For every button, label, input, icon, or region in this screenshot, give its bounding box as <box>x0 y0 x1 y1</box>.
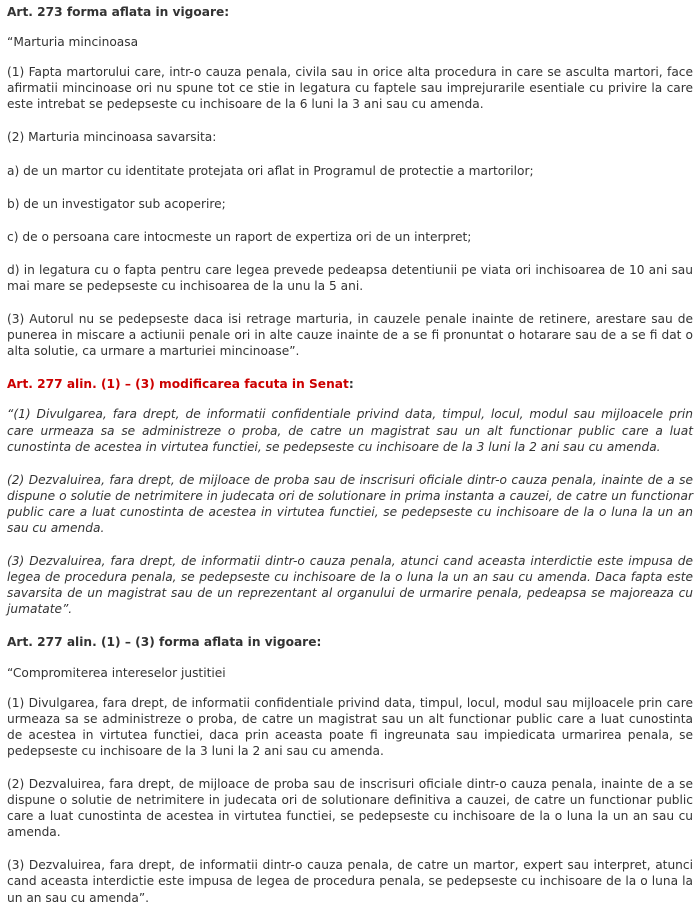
paragraph: (1) Divulgarea, fara drept, de informatii confidentiale privind data, timpul, locul, modul sau mijloacele prin care urmeaza sa se administreze o proba, de catre un magistrat sau un alt functionar public care a luat cunostinta de acestea in virtutea functiei, daca prin aceasta poate fi ingreunata sau impiedicata urmarirea penala, se pedepseste cu inchisoare de la 3 luni la 2 ani sau cu amenda. <box>7 695 693 758</box>
paragraph-italic: (3) Dezvaluirea, fara drept, de informatii dintr-o cauza penala, atunci cand aceasta interdictie este impusa de legea de procedura penala, se pedepseste cu inchisoare de la o luna la un an sau cu amenda. Daca fapta este savarsita de un magistrat sau de un reprezentant al organului de urmarire penala, pedeapsa se majoreaza cu jumatate”. <box>7 554 693 617</box>
paragraph: (2) Marturia mincinoasa savarsita: <box>7 130 217 145</box>
heading-label: Art. 273 forma aflata in vigoare <box>7 5 225 19</box>
heading-colon: : <box>224 5 230 19</box>
paragraph: (3) Dezvaluirea, fara drept, de informatii dintr-o cauza penala, de catre un martor, expert sau interpret, atunci cand aceasta interdictie este impusa de legea de procedura penala, se pedepseste cu inchisoare de la o luna la un an sau cu amenda”. <box>7 858 693 905</box>
article-title-paragraph: “Compromiterea intereselor justitiei <box>7 665 226 680</box>
section-heading <box>7 376 693 392</box>
paragraph: (3) Autorul nu se pedepseste daca isi retrage marturia, in cauzele penale inainte de retinere, arestare sau de punerea in miscare a actiunii penale ori in alte cauze inainte de a se fi pronuntat o hotarare sau de a se fi dat o alta solutie, ca urmare a marturiei mincinoase”. <box>7 312 693 359</box>
article-title-paragraph: “Marturia mincinoasa <box>7 35 139 50</box>
heading-colon: : <box>348 377 354 392</box>
heading-label: Art. 277 alin. (1) – (3) forma aflata in vigoare <box>7 635 317 650</box>
paragraph-italic: (2) Dezvaluirea, fara drept, de mijloace de proba sau de inscrisuri oficiale dintr-o cauza penala, inainte de a se dispune o solutie de netrimitere in judecata ori de solutionare in prima instanta a cauzei, de catre un functionar public care a luat cunostinta de acestea in virtutea functiei, se pedepseste cu inchisoare de la o luna la un an sau cu amenda. <box>7 472 693 535</box>
section-art-277-current <box>7 634 693 905</box>
paragraph: (1) Fapta martorului care, intr-o cauza penala, civila sau in orice alta procedura in care se asculta martori, face afirmatii mincinoase ori nu spune tot ce stie in legatura cu faptele sau imprejurarile esentiale cu privire la care este intrebat se pedepseste cu inchisoare de la 6 luni la 3 ani sau cu amenda. <box>7 65 693 112</box>
section-heading <box>7 634 693 650</box>
paragraph: d) in legatura cu o fapta pentru care legea prevede pedeapsa detentiunii pe viata ori inchisoarea de 10 ani sau mai mare se pedepseste cu inchisoarea de la unu la 5 ani. <box>7 262 693 293</box>
paragraph: c) de o persoana care intocmeste un raport de expertiza ori de un interpret; <box>7 229 472 244</box>
paragraph: b) de un investigator sub acoperire; <box>7 196 226 211</box>
paragraph: a) de un martor cu identitate protejata ori aflat in Programul de protectie a martorilor; <box>7 163 534 178</box>
paragraph: (2) Dezvaluirea, fara drept, de mijloace de proba sau de inscrisuri oficiale dintr-o cauza penala, inainte de a se dispune o solutie de netrimitere in judecata ori de solutionare definitiva a cauzei, de catre un functionar public care a luat cunostinta de acestea in virtutea functiei, se pedepseste cu inchisoare de la o luna la un an sau cu amenda. <box>7 777 693 840</box>
heading-label-highlighted: Art. 277 alin. (1) – (3) modificarea facuta in Senat <box>7 377 349 392</box>
section-art-277-senate <box>7 376 693 617</box>
section-heading <box>7 4 693 20</box>
paragraph-italic: “(1) Divulgarea, fara drept, de informatii confidentiale privind data, timpul, locul, modul sau mijloacele prin care urmeaza sa se administreze o proba, de catre un magistrat sau un alt functionar public care a luat cunostinta de acestea in virtutea functiei, se pedepseste cu inchisoare de la 3 luni la 2 ani sau cu amenda. <box>7 407 693 454</box>
section-art-273-current <box>7 4 693 359</box>
heading-colon: : <box>316 635 322 650</box>
